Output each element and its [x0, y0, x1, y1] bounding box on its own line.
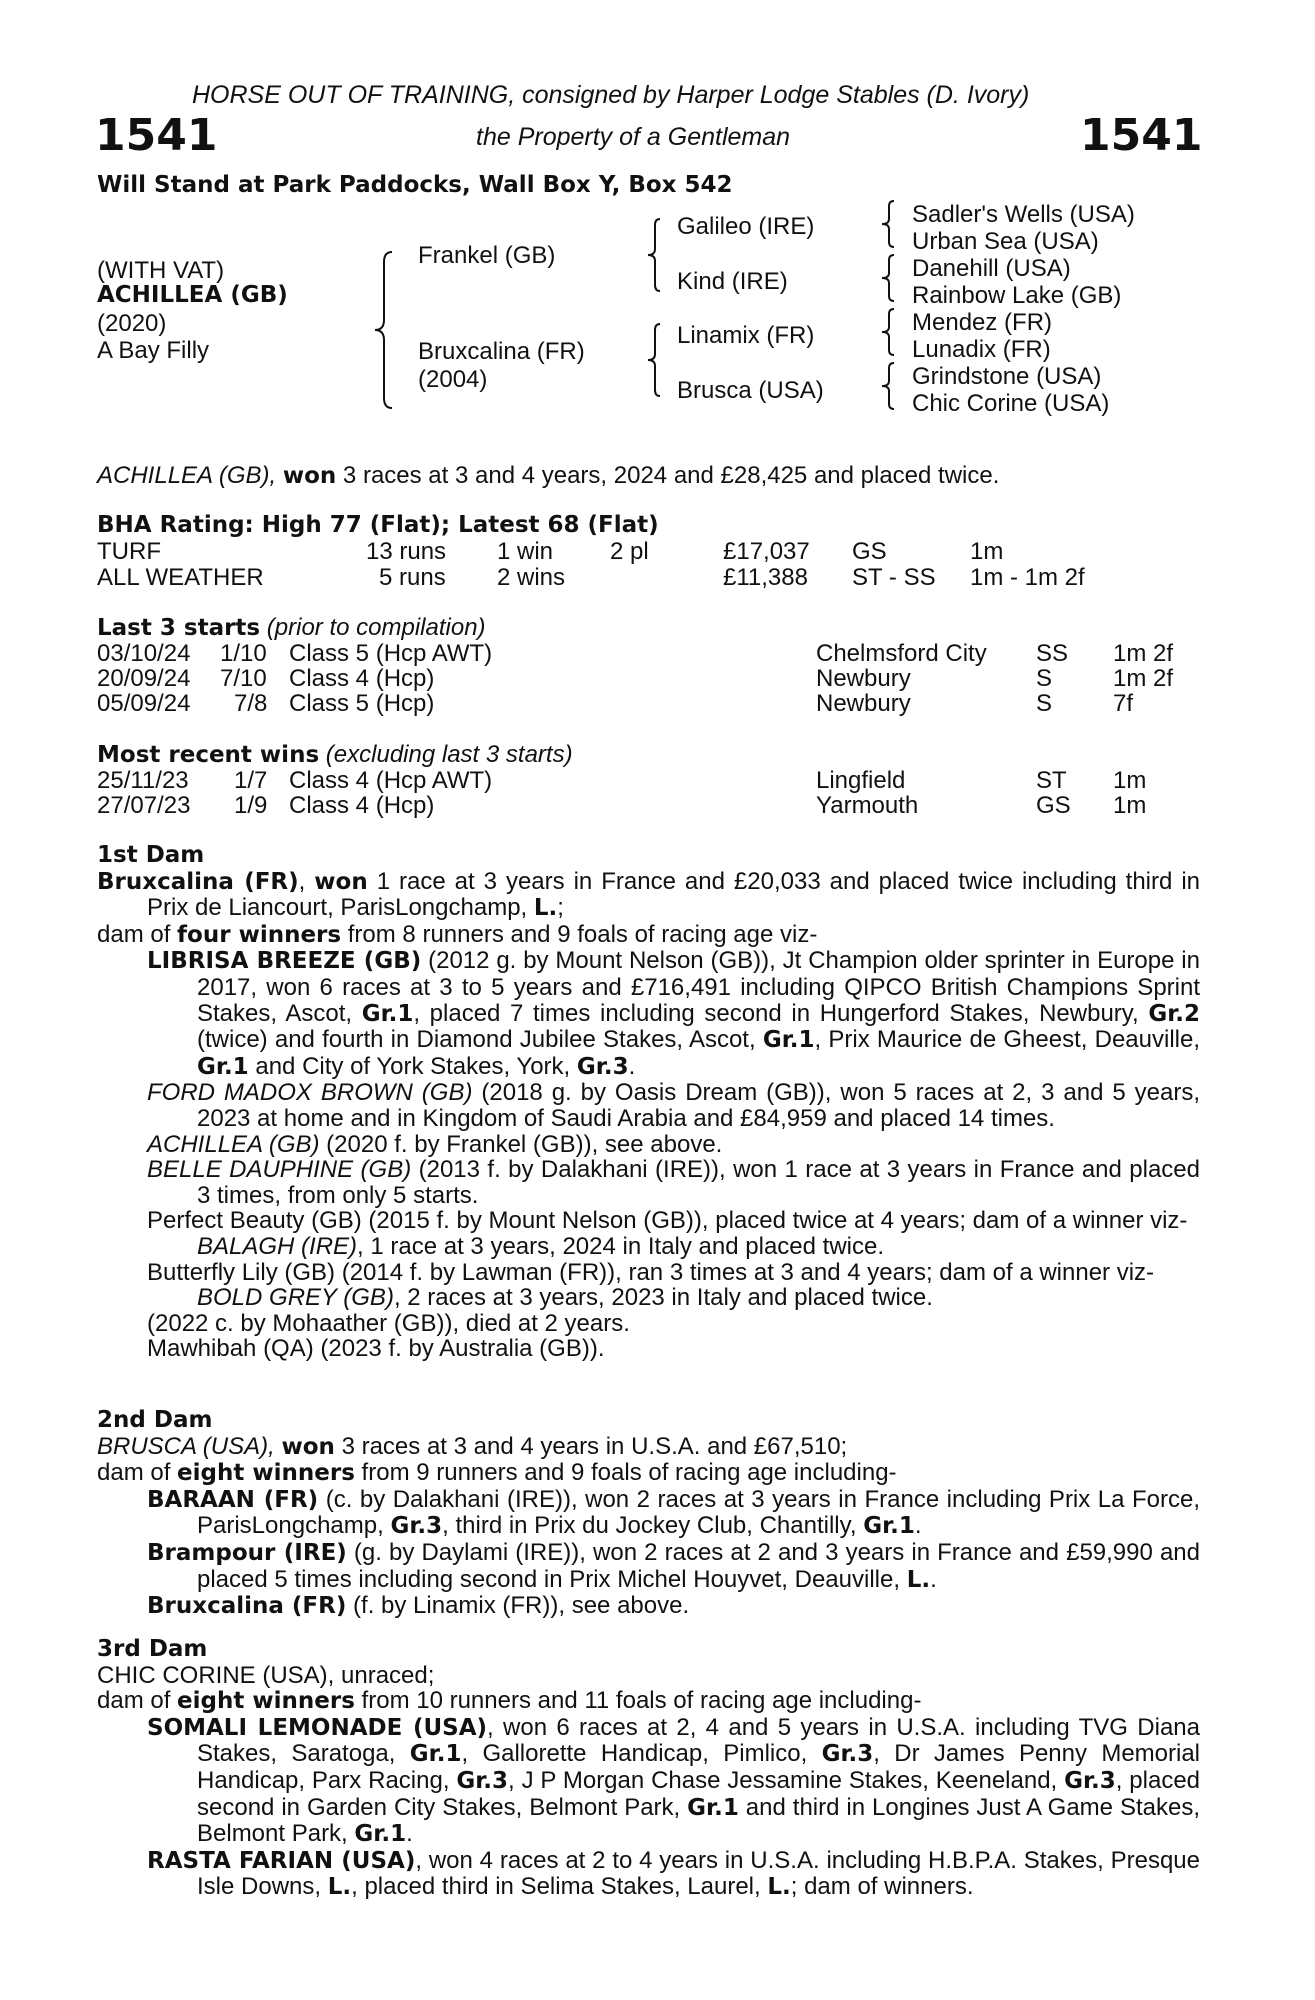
last3-course: Chelmsford City — [816, 640, 987, 667]
last3-class: Class 4 (Hcp) — [289, 665, 435, 692]
consignor-line: HORSE OUT OF TRAINING, consigned by Harper Lodge Stables (D. Ivory) — [192, 81, 1030, 109]
last3-going: S — [1036, 665, 1053, 692]
recent-dist: 1m — [1113, 792, 1147, 819]
rating-turf-placed: 2 pl — [610, 538, 649, 565]
recent-date: 25/11/23 — [97, 767, 189, 794]
progeny-2022-colt: (2022 c. by Mohaather (GB)), died at 2 years. — [147, 1309, 630, 1337]
rating-row-aw: ALL WEATHER — [97, 564, 264, 591]
grandsire-2: Linamix (FR) — [677, 322, 815, 349]
progeny-brampour: Brampour (IRE) (g. by Daylami (IRE)), won 2 races at 2 and 3 years in France and £59,990 and placed 5 times including second in Prix Michel Houyvet, Deauville, L.. — [147, 1538, 1200, 1593]
lot-number-left: 1541 — [95, 110, 218, 161]
grandprogeny-balagh: BALAGH (IRE), 1 race at 3 years, 2024 in Italy and placed twice. — [197, 1232, 884, 1260]
second-dam-record: BRUSCA (USA), won 3 races at 3 and 4 years in U.S.A. and £67,510; — [97, 1432, 848, 1460]
progeny-perfect-beauty: Perfect Beauty (GB) (2015 f. by Mount Nelson (GB)), placed twice at 4 years; dam of a winner viz- — [147, 1207, 1188, 1235]
progeny-achillea: ACHILLEA (GB) (2020 f. by Frankel (GB)), see above. — [147, 1130, 723, 1158]
first-dam-heading: 1st Dam — [97, 842, 205, 868]
recent-date: 27/07/23 — [97, 792, 191, 819]
last3-date: 05/09/24 — [97, 690, 191, 717]
last3-dist: 1m 2f — [1113, 640, 1174, 667]
recent-class: Class 4 (Hcp) — [289, 792, 435, 819]
stable-location: Will Stand at Park Paddocks, Wall Box Y, Box 542 — [97, 172, 733, 198]
vat-note: (WITH VAT) — [97, 257, 225, 284]
third-dam-heading: 3rd Dam — [97, 1636, 208, 1662]
last3-going: S — [1036, 690, 1053, 717]
last3-course: Newbury — [816, 690, 911, 717]
recent-title: Most recent wins (excluding last 3 starts) — [97, 741, 573, 768]
progeny-rasta-farian: RASTA FARIAN (USA), won 4 races at 2 to 4 years in U.S.A. including H.B.P.A. Stakes, Presque Isle Downs, L., placed third in Selima Stakes, Laurel, L.; dam of winners. — [147, 1846, 1200, 1901]
third-dam-section — [97, 1637, 1200, 1901]
recent-pos: 1/9 — [234, 792, 268, 819]
brace-dam — [646, 322, 662, 398]
recent-going: GS — [1036, 792, 1071, 819]
recent-course: Yarmouth — [816, 792, 919, 819]
ancestor-2: Urban Sea (USA) — [912, 228, 1099, 255]
progeny-mawhibah: Mawhibah (QA) (2023 f. by Australia (GB)). — [147, 1335, 605, 1363]
rating-turf-wins: 1 win — [497, 538, 554, 565]
rating-turf-prize: £17,037 — [723, 538, 810, 565]
vendor-line: the Property of a Gentleman — [476, 123, 791, 151]
dam-name: Bruxcalina (FR) — [418, 338, 585, 365]
brace-g4 — [880, 361, 896, 411]
first-dam-section — [97, 843, 1200, 1362]
progeny-somali-lemonade: SOMALI LEMONADE (USA), won 6 races at 2, 4 and 5 years in U.S.A. including TVG Diana Stakes, Saratoga, Gr.1, Gallorette Handicap, Pimlico, Gr.3, Dr James Penny Memorial Handicap, Parx Racing, Gr.3, J P Morgan Chase Jessamine Stakes, Keeneland, Gr.3, placed second in Garden City Stakes, Belmont Park, Gr.1 and third in Longines Just A Game Stakes, Belmont Park, Gr.1. — [147, 1713, 1201, 1848]
last3-class: Class 5 (Hcp AWT) — [289, 640, 493, 667]
brace-g3 — [880, 307, 896, 357]
last3-date: 03/10/24 — [97, 640, 191, 667]
last3-class: Class 5 (Hcp) — [289, 690, 435, 717]
ancestor-4: Rainbow Lake (GB) — [912, 282, 1122, 309]
first-dam-produce-summary: dam of four winners from 8 runners and 9 foals of racing age viz- — [97, 920, 818, 948]
progeny-ford-madox-brown: FORD MADOX BROWN (GB) (2018 g. by Oasis Dream (GB)), won 5 races at 2, 3 and 5 years, 2023 at home and in Kingdom of Saudi Arabia and £84,959 and placed 14 times. — [147, 1079, 1201, 1132]
third-dam-record: CHIC CORINE (USA), unraced; — [97, 1661, 435, 1689]
sire-name: Frankel (GB) — [418, 242, 556, 269]
first-dam-record: Bruxcalina (FR), won 1 race at 3 years in France and £20,033 and placed twice including third in Prix de Liancourt, ParisLongchamp, L.; — [97, 867, 1200, 922]
rating-aw-runs: 5 runs — [379, 564, 446, 591]
progeny-bruxcalina: Bruxcalina (FR) (f. by Linamix (FR)), see above. — [147, 1592, 690, 1620]
granddam-2: Brusca (USA) — [677, 377, 824, 404]
dam-year: (2004) — [418, 366, 488, 393]
progeny-librisa-breeze: LIBRISA BREEZE (GB) (2012 g. by Mount Nelson (GB)), Jt Champion older sprinter in Europe in 2017, won 6 races at 3 to 5 years and £716,491 including QIPCO British Champions Sprint Stakes, Ascot, Gr.1, placed 7 times including second in Hungerford Stakes, Newbury, Gr.2 (twice) and fourth in Diamond Jubilee Stakes, Ascot, Gr.1, Prix Maurice de Gheest, Deauville, Gr.1 and City of York Stakes, York, Gr.3. — [147, 947, 1201, 1080]
third-dam-produce-summary: dam of eight winners from 10 runners and 11 foals of racing age including- — [97, 1687, 922, 1715]
bha-rating-title: BHA Rating: High 77 (Flat); Latest 68 (Flat) — [97, 512, 659, 538]
second-dam-heading: 2nd Dam — [97, 1407, 213, 1433]
rating-turf-runs: 13 runs — [366, 538, 447, 565]
progeny-baraan: BARAAN (FR) (c. by Dalakhani (IRE)), won 2 races at 3 years in France including Prix La Force, ParisLongchamp, Gr.3, third in Prix du Jockey Club, Chantilly, Gr.1. — [147, 1485, 1200, 1540]
recent-class: Class 4 (Hcp AWT) — [289, 767, 493, 794]
rating-turf-distance: 1m — [970, 538, 1004, 565]
brace-g2 — [880, 253, 896, 303]
last3-pos: 1/10 — [220, 640, 267, 667]
rating-aw-distance: 1m - 1m 2f — [970, 564, 1085, 591]
last3-dist: 7f — [1113, 690, 1134, 717]
granddam-1: Kind (IRE) — [677, 268, 788, 295]
horse-name: ACHILLEA (GB) — [97, 282, 288, 308]
grandsire-1: Galileo (IRE) — [677, 213, 815, 240]
brace-g1 — [880, 199, 896, 249]
second-dam-section — [97, 1408, 1200, 1620]
last3-pos: 7/10 — [220, 665, 267, 692]
brace-sire — [646, 217, 662, 293]
ancestor-6: Lunadix (FR) — [912, 336, 1051, 363]
horse-description: A Bay Filly — [97, 337, 210, 364]
rating-row-turf: TURF — [97, 538, 161, 565]
recent-dist: 1m — [1113, 767, 1147, 794]
second-dam-produce-summary: dam of eight winners from 9 runners and 9 foals of racing age including- — [97, 1459, 897, 1487]
rating-aw-going: ST - SS — [852, 564, 936, 591]
recent-going: ST — [1036, 767, 1067, 794]
last3-pos: 7/8 — [234, 690, 268, 717]
recent-course: Lingfield — [816, 767, 906, 794]
last3-title: Last 3 starts (prior to compilation) — [97, 614, 486, 641]
lot-number-right: 1541 — [1080, 110, 1203, 161]
recent-pos: 1/7 — [234, 767, 268, 794]
grandprogeny-bold-grey: BOLD GREY (GB), 2 races at 3 years, 2023 in Italy and placed twice. — [197, 1284, 933, 1312]
progeny-butterfly-lily: Butterfly Lily (GB) (2014 f. by Lawman (FR)), ran 3 times at 3 and 4 years; dam of a winner viz- — [147, 1258, 1155, 1286]
last3-course: Newbury — [816, 665, 911, 692]
rating-aw-prize: £11,388 — [723, 564, 808, 591]
race-summary: ACHILLEA (GB), won 3 races at 3 and 4 years, 2024 and £28,425 and placed twice. — [97, 462, 1000, 489]
ancestor-3: Danehill (USA) — [912, 255, 1071, 282]
rating-aw-wins: 2 wins — [497, 564, 566, 591]
horse-year: (2020) — [97, 310, 167, 337]
ancestor-8: Chic Corine (USA) — [912, 390, 1110, 417]
last3-date: 20/09/24 — [97, 665, 191, 692]
ancestor-1: Sadler's Wells (USA) — [912, 201, 1135, 228]
ancestor-5: Mendez (FR) — [912, 309, 1053, 336]
brace-large — [372, 250, 394, 410]
last3-dist: 1m 2f — [1113, 665, 1174, 692]
rating-turf-going: GS — [852, 538, 887, 565]
progeny-belle-dauphine: BELLE DAUPHINE (GB) (2013 f. by Dalakhani (IRE)), won 1 race at 3 years in France and placed 3 times, from only 5 starts. — [147, 1156, 1201, 1209]
last3-going: SS — [1036, 640, 1069, 667]
ancestor-7: Grindstone (USA) — [912, 363, 1102, 390]
